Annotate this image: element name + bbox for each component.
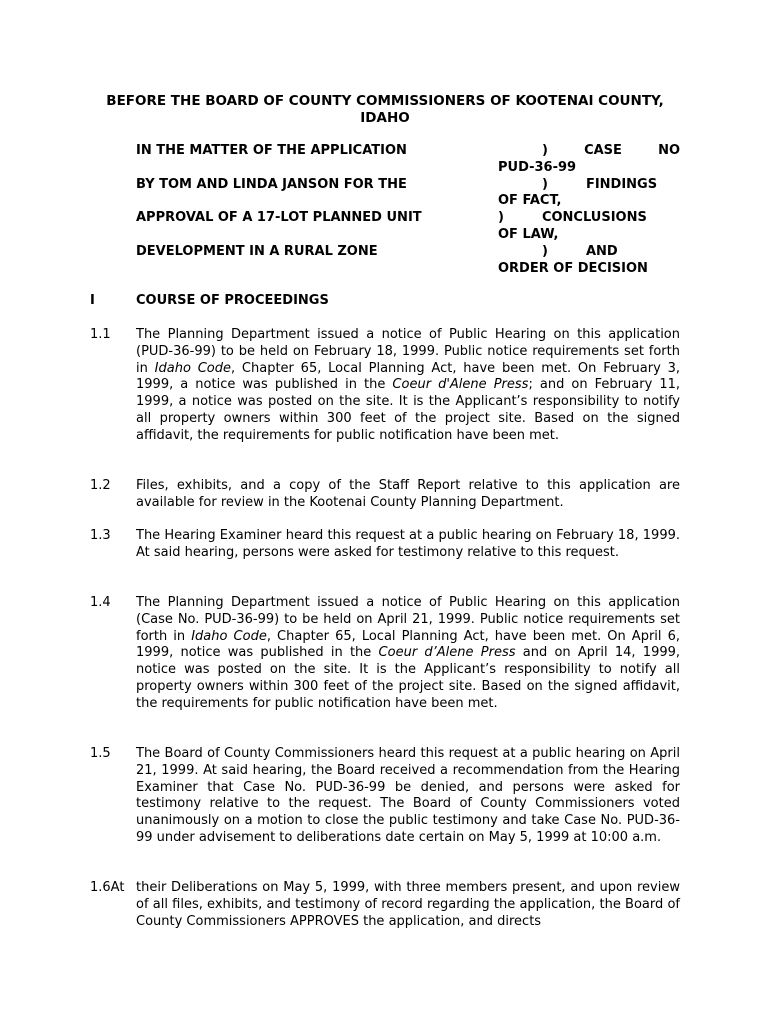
- paragraph-text: The Board of County Commissioners heard this request at a public hearing on April 21, 1999. At said hearing, the Board received a recommendation from the Hearing Examiner that Case No. PUD-36-99 be denied, and persons were asked for testimony relative to the request. The Board of County Commissioners voted unanimously on a motion to close the public testimony and take Case No. PUD-36-99 under advisement to deliberations date certain on May 5, 1999 at 10:00 a.m.: [136, 746, 680, 845]
- caption-line-4: DEVELOPMENT IN A RURAL ZONE: [136, 243, 378, 259]
- findings-line: [498, 177, 680, 194]
- paragraph-number: 1.6At: [90, 880, 125, 895]
- caption-line-1: IN THE MATTER OF THE APPLICATION: [136, 143, 407, 158]
- paragraph-1-2: [90, 478, 680, 512]
- paragraph-1-5: [90, 746, 680, 847]
- paragraph-number: 1.2: [90, 478, 111, 493]
- paragraph-text: The Planning Department issued a notice of Public Hearing on this application (PUD-36-99) to be held on February 18, 1999. Public notice requirements set forth in Idaho Code, Chapter 65, Local Planning Act, have been met. On February 3, 1999, a notice was published in the Coeur d'Alene Press; and on February 11, 1999, a notice was posted on the site. It is the Applicant’s responsibility to notify all property owners within 300 feet of the project site. Based on the signed affidavit, the requirements for public notification have been met.: [136, 327, 680, 443]
- case-number: PUD-36-99: [498, 159, 577, 175]
- paragraph-1-3: [90, 528, 680, 562]
- and-line: [498, 244, 680, 261]
- conclusions-line: [498, 210, 680, 227]
- caption-line-2: BY TOM AND LINDA JANSON FOR THE: [136, 176, 407, 192]
- caption-line-3: APPROVAL OF A 17-LOT PLANNED UNIT: [136, 210, 422, 225]
- caption-paren: ): [542, 143, 548, 158]
- paragraph-text: The Hearing Examiner heard this request at a public hearing on February 18, 1999. At said hearing, persons were asked for testimony relative to this request.: [136, 528, 680, 560]
- no-label: NO: [658, 143, 680, 158]
- findings-label: FINDINGS: [585, 176, 658, 192]
- case-label: CASE: [584, 143, 622, 158]
- section-title: COURSE OF PROCEEDINGS: [136, 293, 329, 308]
- caption-paren: ): [498, 210, 504, 226]
- conclusions-label: CONCLUSIONS: [541, 210, 647, 226]
- paragraph-text: The Planning Department issued a notice of Public Hearing on this application (Case No. PUD-36-99) to be held on April 21, 1999. Public notice requirements set forth in Idaho Code, Chapter 65, Local Planning Act, have been met. On April 6, 1999, notice was published in the Coeur d’Alene Press and on April 14, 1999, notice was posted on the site. It is the Applicant’s responsibility to notify all property owners within 300 feet of the project site. Based on the signed affidavit, the requirements for public notification have been met.: [136, 595, 681, 711]
- paragraph-1-4: [90, 595, 680, 713]
- of-fact-label: OF FACT,: [498, 193, 562, 209]
- case-number-line: [498, 143, 680, 160]
- paragraph-text: Files, exhibits, and a copy of the Staff Report relative to this application are available for review in the Kootenai County Planning Department.: [136, 478, 680, 510]
- caption-paren: ): [542, 176, 548, 192]
- case-caption-left: [136, 143, 466, 277]
- case-caption-right: [498, 143, 680, 277]
- caption-paren: ): [542, 243, 548, 259]
- paragraph-number: 1.1: [90, 327, 111, 342]
- paragraph-1-1: [90, 327, 680, 445]
- paragraph-number: 1.5: [90, 746, 111, 761]
- section-number: I: [90, 293, 95, 308]
- paragraph-text: their Deliberations on May 5, 1999, with three members present, and upon review of all files, exhibits, and testimony of record regarding the application, the Board of County Commissioners APPROVES the application, and directs: [136, 880, 680, 929]
- of-law-label: OF LAW,: [498, 226, 559, 242]
- order-of-decision-label: ORDER OF DECISION: [498, 260, 648, 276]
- paragraph-1-6: [90, 880, 680, 930]
- document-title: BEFORE THE BOARD OF COUNTY COMMISSIONERS OF KOOTENAI COUNTY, IDAHO: [106, 93, 664, 126]
- paragraph-number: 1.3: [90, 528, 111, 543]
- paragraph-number: 1.4: [90, 595, 111, 610]
- and-label: AND: [585, 243, 618, 259]
